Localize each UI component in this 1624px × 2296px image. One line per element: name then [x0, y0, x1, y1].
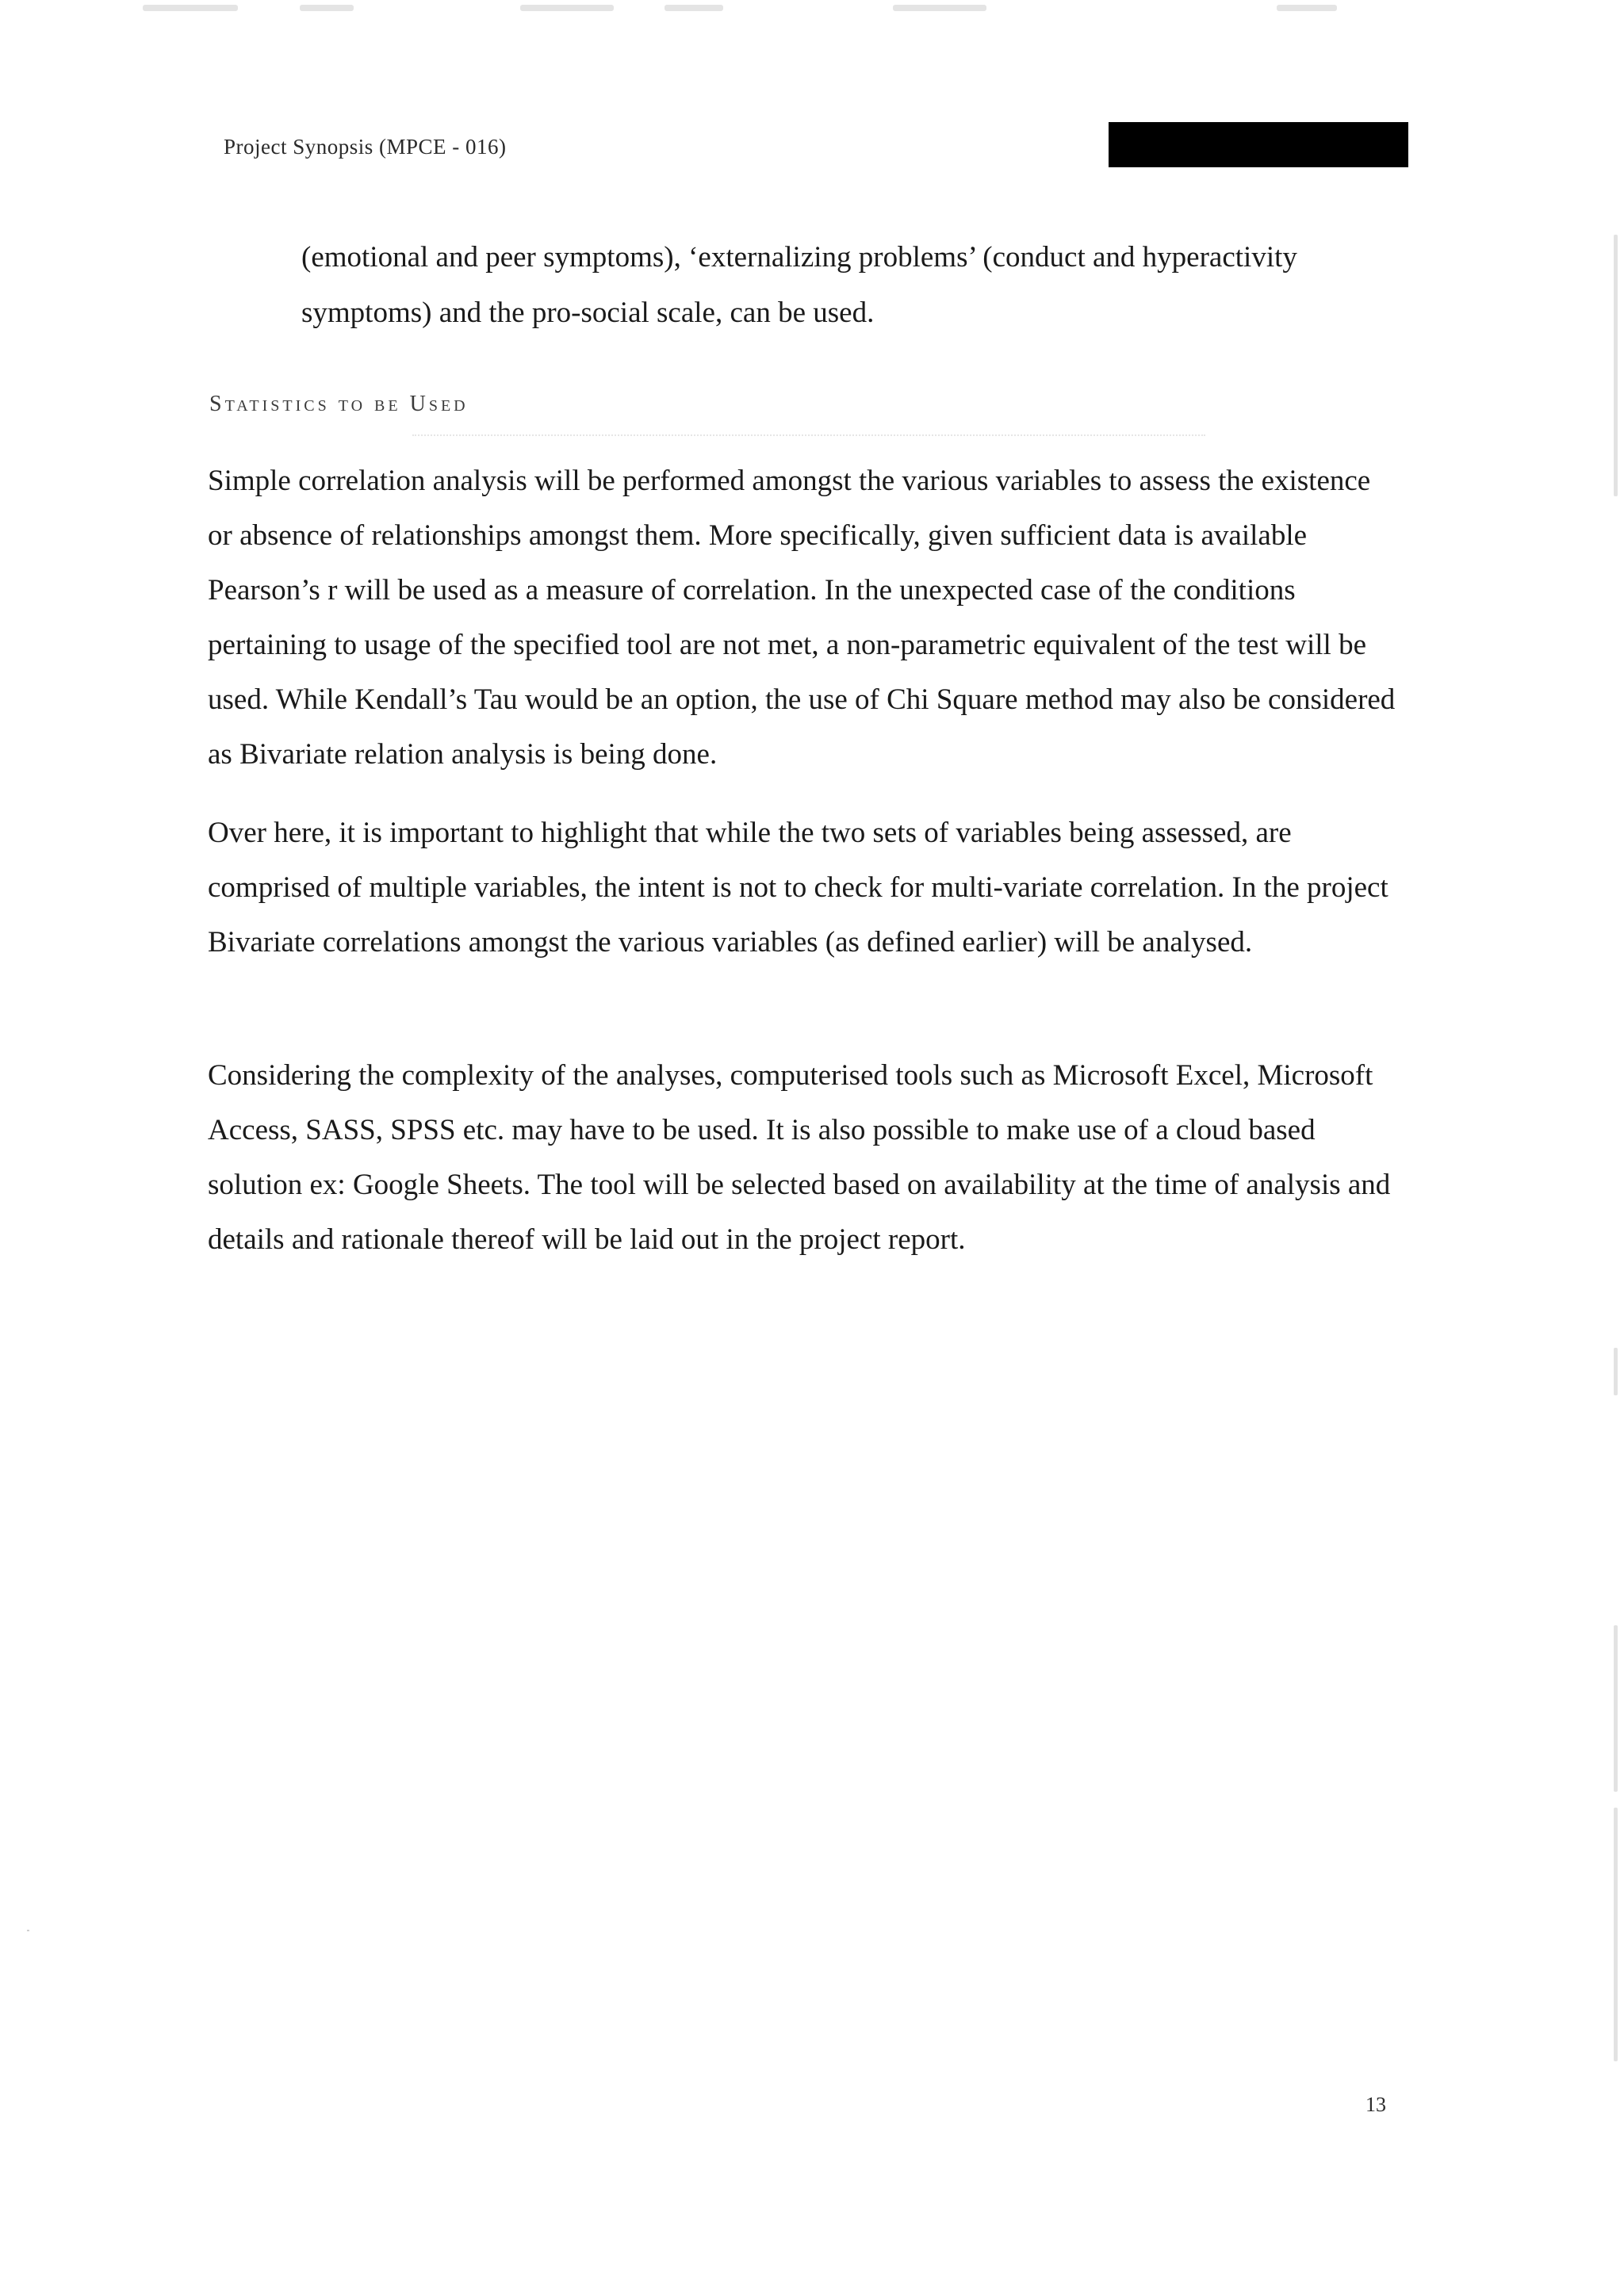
scan-artifact: [520, 5, 614, 11]
section-heading: Statistics to be Used: [209, 392, 469, 416]
scan-edge-artifact: [1614, 1808, 1618, 2061]
scan-artifact: [665, 5, 723, 11]
continued-paragraph: (emotional and peer symptoms), ‘externalizing problems’ (conduct and hyperactivity symptoms) and the pro-social scale, can be used.: [301, 241, 1297, 329]
scan-edge-artifact: [1614, 1625, 1618, 1792]
heading-divider: [412, 434, 1205, 436]
page-number: 13: [1365, 2093, 1386, 2116]
body-paragraph: Over here, it is important to highlight that while the two sets of variables being assessed, are comprised of multiple variables, the intent is not to check for multi-variate correlation. In the project Bivariate correlations amongst the various variables (as defined earlier) will be analysed.: [208, 817, 1388, 959]
scan-artifact: [893, 5, 986, 11]
scan-artifact: [1277, 5, 1337, 11]
document-header-title: Project Synopsis (MPCE - 016): [224, 135, 507, 159]
scan-edge-artifact: [1614, 235, 1618, 496]
scan-speck: [27, 1930, 29, 1931]
scan-artifact: [143, 5, 238, 11]
redaction-box: [1109, 122, 1408, 167]
scan-edge-artifact: [1614, 1348, 1618, 1395]
scan-artifact: [300, 5, 354, 11]
body-paragraph: Considering the complexity of the analyses, computerised tools such as Microsoft Excel, Microsoft Access, SASS, SPSS etc. may have to be used. It is also possible to make use of a cloud based solution ex: Google Sheets. The tool will be selected based on availability at the time of analysis and details and rationale thereof will be laid out in the project report.: [208, 1059, 1391, 1256]
body-paragraph: Simple correlation analysis will be performed amongst the various variables to assess the existence or absence of relationships amongst them. More specifically, given sufficient data is available Pearson’s r will be used as a measure of correlation. In the unexpected case of the conditions pertaining to usage of the specified tool are not met, a non-parametric equivalent of the test will be used. While Kendall’s Tau would be an option, the use of Chi Square method may also be considered as Bivariate relation analysis is being done.: [208, 465, 1396, 771]
